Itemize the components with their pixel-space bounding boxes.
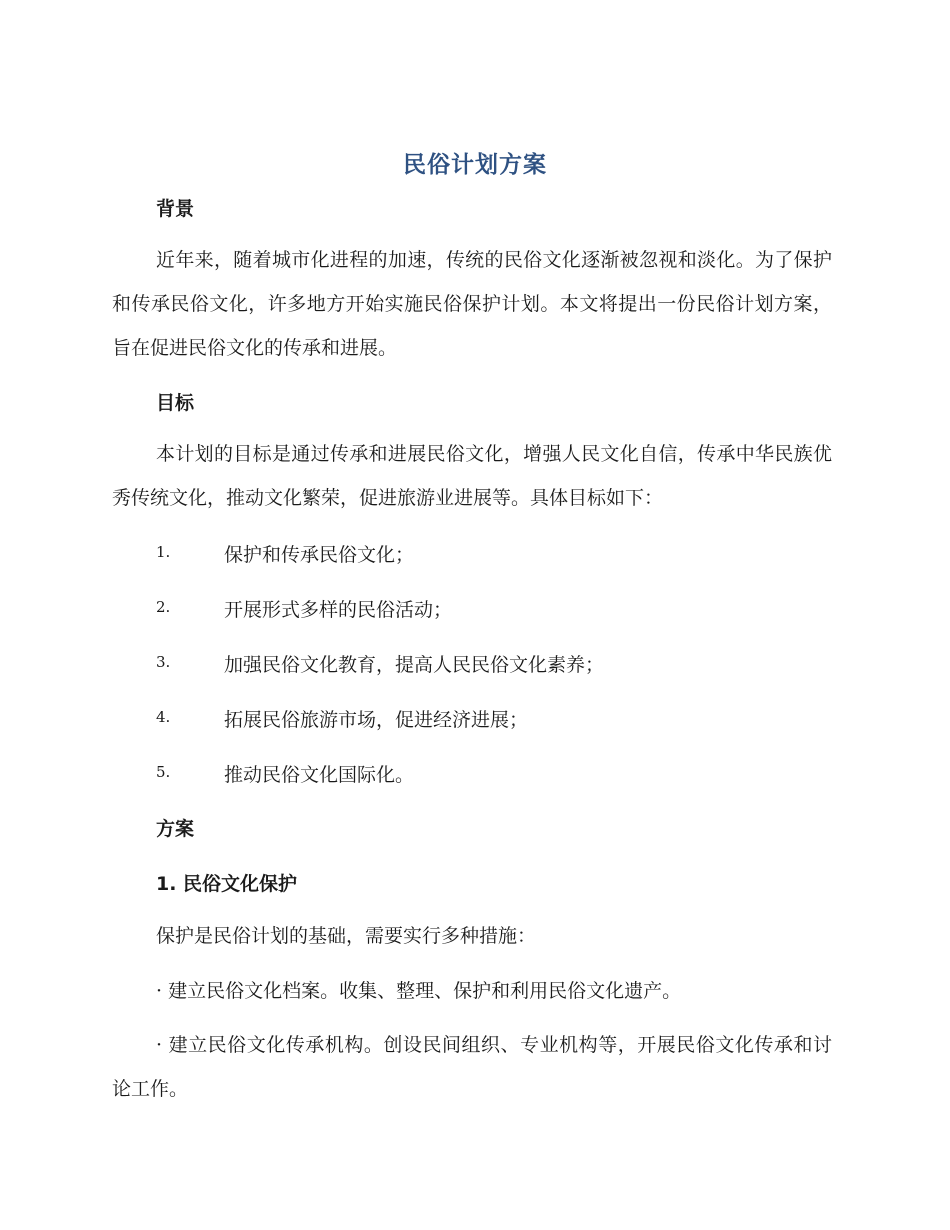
goal-list-item [156, 705, 806, 735]
goal-list-item [156, 760, 806, 790]
list-text: 开展形式多样的民俗活动； [224, 599, 453, 621]
list-number: 4. [156, 708, 171, 726]
goal-list-item [156, 650, 806, 680]
document-title: 民俗计划方案 [403, 152, 547, 178]
goals-paragraph: 本计划的目标是通过传承和进展民俗文化，增强人民文化自信，传承中华民族优秀传统文化，推动文化繁荣，促进旅游业进展等。具体目标如下： [112, 443, 832, 509]
goal-list-item [156, 595, 806, 625]
plan-subheading: 1. 民俗文化保护 [156, 873, 298, 895]
list-text: 推动民俗文化国际化。 [224, 764, 415, 786]
section-heading-goals: 目标 [156, 392, 195, 414]
list-text: 拓展民俗旅游市场，促进经济进展； [224, 709, 529, 731]
goal-list-item [156, 540, 806, 570]
plan-intro: 保护是民俗计划的基础，需要实行多种措施： [156, 925, 537, 947]
plan-bullet: · 建立民俗文化传承机构。创设民间组织、专业机构等，开展民俗文化传承和讨论工作。 [112, 1034, 832, 1100]
list-number: 1. [156, 543, 171, 561]
list-number: 2. [156, 598, 171, 616]
list-text: 保护和传承民俗文化； [224, 544, 415, 566]
list-number: 5. [156, 763, 171, 781]
list-text: 加强民俗文化教育，提高人民民俗文化素养； [224, 654, 605, 676]
section-heading-background: 背景 [156, 198, 195, 220]
background-paragraph: 近年来，随着城市化进程的加速，传统的民俗文化逐渐被忽视和淡化。为了保护和传承民俗文化，许多地方开始实施民俗保护计划。本文将提出一份民俗计划方案，旨在促进民俗文化的传承和进展。 [112, 249, 832, 359]
plan-bullet: · 建立民俗文化档案。收集、整理、保护和利用民俗文化遗产。 [156, 980, 682, 1002]
list-number: 3. [156, 653, 171, 671]
section-heading-plan: 方案 [156, 818, 195, 840]
